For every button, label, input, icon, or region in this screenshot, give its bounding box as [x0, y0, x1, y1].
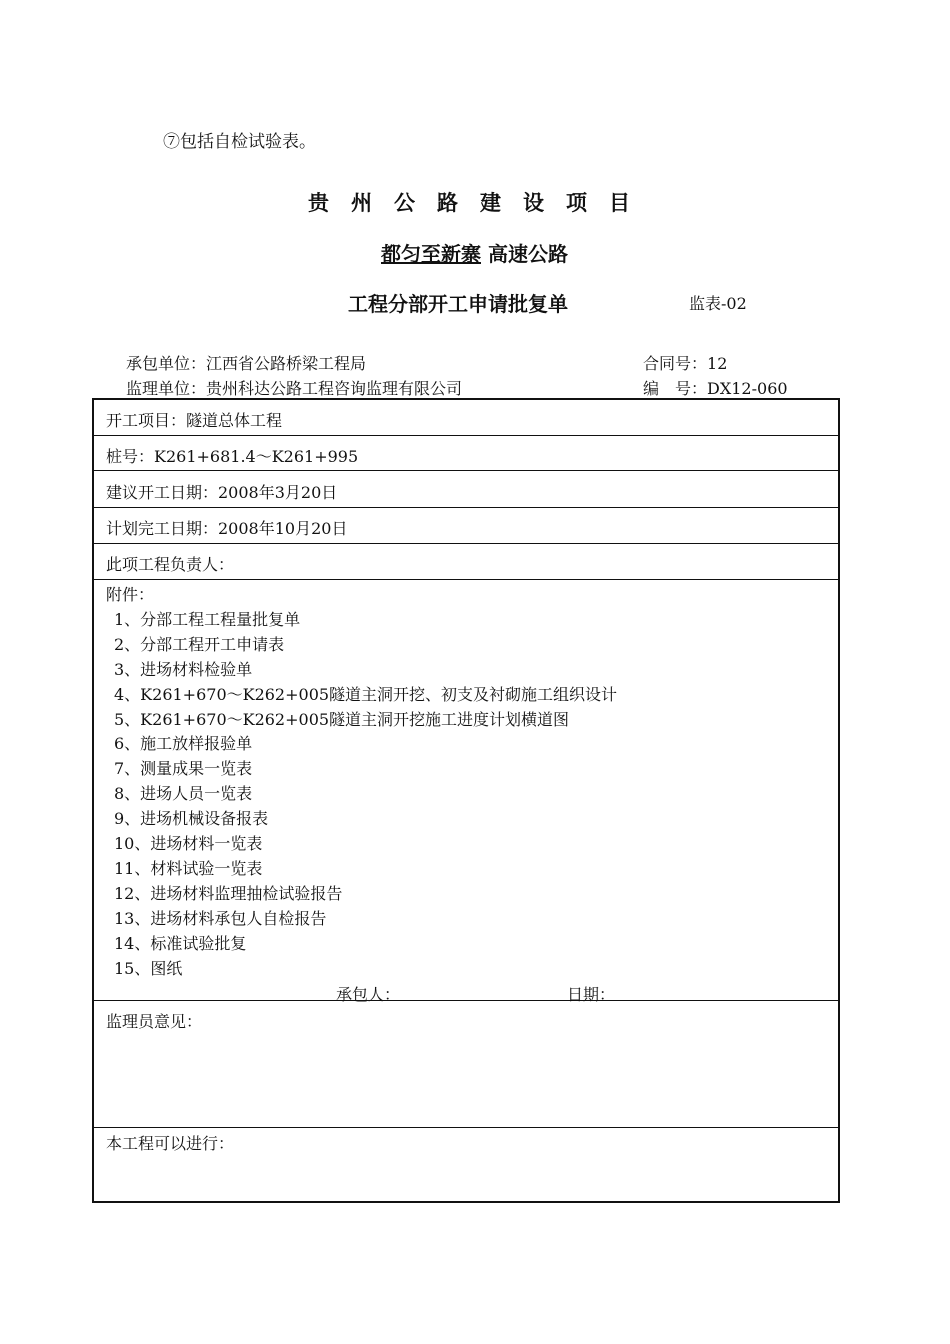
contractor-signature-label: 承包人： — [336, 985, 401, 1004]
contract-number — [643, 351, 727, 374]
list-item: 7、测量成果一览表 — [114, 759, 253, 779]
note-line: ⑦包括自检试验表。 — [163, 132, 316, 152]
row-approval — [94, 1128, 838, 1203]
approval-label: 本工程可以进行： — [106, 1134, 235, 1153]
list-item: 11、材料试验一览表 — [114, 858, 263, 878]
list-item: 1、分部工程工程量批复单 — [114, 609, 301, 629]
start-date-field: 建议开工日期：2008年3月20日 — [106, 483, 338, 502]
project-field: 开工项目：隧道总体工程 — [106, 411, 283, 430]
list-item: 5、K261+670～K262+005隧道主洞开挖施工进度计划横道图 — [114, 709, 570, 729]
project-name: 都匀至新寨 — [381, 242, 481, 266]
application-table — [92, 398, 840, 1203]
row-attachments — [94, 580, 838, 1004]
attachments-label: 附件： — [106, 585, 155, 604]
list-item: 15、图纸 — [114, 958, 183, 978]
document-title: 贵州公路建设项目 — [308, 191, 652, 215]
contract-value: 12 — [707, 354, 728, 373]
row-responsible — [94, 544, 838, 580]
attachments-list — [106, 583, 617, 982]
list-item: 9、进场机械设备报表 — [114, 809, 269, 829]
list-item: 3、进场材料检验单 — [114, 659, 253, 679]
list-item: 8、进场人员一览表 — [114, 784, 253, 804]
date-label: 日期： — [567, 985, 616, 1004]
number-value: DX12-060 — [707, 379, 788, 398]
row-start-date — [94, 471, 838, 508]
row-project — [94, 400, 838, 436]
row-stake — [94, 436, 838, 471]
form-title: 工程分部开工申请批复单 — [348, 292, 568, 316]
contract-label: 合同号： — [643, 354, 708, 373]
form-code: 监表-02 — [689, 294, 747, 313]
list-item: 4、K261+670～K262+005隧道主洞开挖、初支及衬砌施工组织设计 — [114, 684, 618, 704]
number-label-a: 编 — [643, 379, 676, 398]
row-opinion — [94, 1001, 838, 1128]
project-suffix: 高速公路 — [487, 242, 568, 266]
list-item: 10、进场材料一览表 — [114, 834, 263, 854]
end-date-field: 计划完工日期：2008年10月20日 — [106, 519, 348, 538]
list-item: 12、进场材料监理抽检试验报告 — [114, 883, 343, 903]
list-item: 2、分部工程开工申请表 — [114, 634, 285, 654]
supervisor-opinion-label: 监理员意见： — [106, 1012, 203, 1031]
form-number — [643, 376, 788, 399]
project-name-line — [347, 238, 568, 267]
list-item: 6、施工放样报验单 — [114, 734, 253, 754]
supervisor-unit: 监理单位：贵州科达公路工程咨询监理有限公司 — [126, 379, 463, 398]
list-item: 13、进场材料承包人自检报告 — [114, 908, 327, 928]
responsible-field: 此项工程负责人： — [106, 555, 235, 574]
list-item: 14、标准试验批复 — [114, 933, 247, 953]
contractor-unit: 承包单位：江西省公路桥梁工程局 — [126, 354, 367, 373]
number-label-b: 号： — [675, 379, 708, 398]
stake-field: 桩号：K261+681.4～K261+995 — [106, 447, 359, 466]
row-end-date — [94, 508, 838, 544]
